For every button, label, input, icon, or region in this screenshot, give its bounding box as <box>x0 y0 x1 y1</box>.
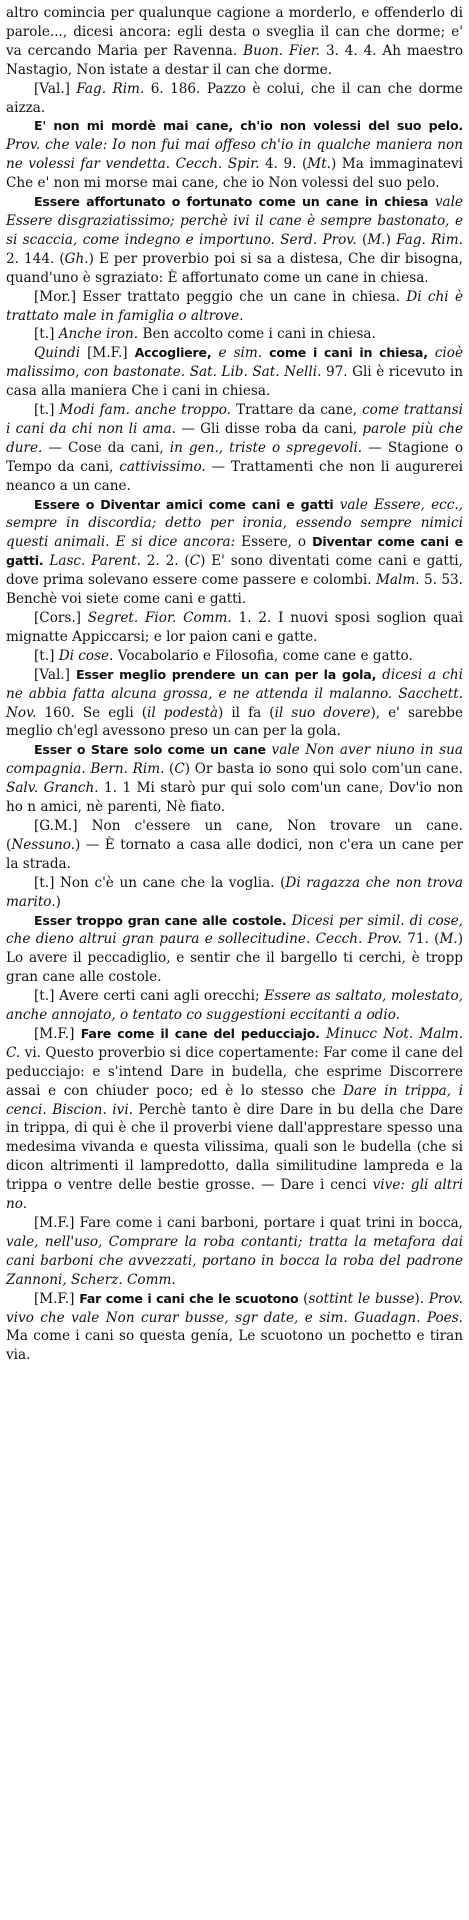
body-text: Vocabolario e Filosofia, come cane e gatto. <box>113 647 413 664</box>
headword-phrase: E' non mi mordè mai cane, ch'io non volessi del suo pelo. <box>34 118 463 134</box>
italic-text: dicesi a chi ne abbia fatta alcuna grossa, e ne attenda il malanno. <box>6 666 463 702</box>
italic-text: il suo dovere <box>274 704 371 721</box>
italic-text: e sim. <box>211 345 270 362</box>
body-text: — Cose da cani, <box>42 439 170 456</box>
entry-paragraph <box>6 344 463 401</box>
italic-text: M. <box>439 931 458 948</box>
entry-paragraph <box>6 817 463 874</box>
entry-paragraph <box>6 288 463 326</box>
body-text: [t.] Non c'è un cane che la voglia. ( <box>34 874 286 891</box>
italic-text: Di chi è trattato male in famiglia o altrove. <box>6 288 463 324</box>
italic-text: Comprare la roba contanti; tratta la metafora dai cani barboni che avvezzati, portano in bocca la roba del padrone Zannoni, Scherz. Comm. <box>6 1233 463 1288</box>
italic-text: cattivissimo. <box>119 458 206 475</box>
italic-text: Di ragazza che non trova marito. <box>6 874 463 910</box>
italic-text: Prov. vivo che vale Non curar busse, sgr date, e sim. Guadagn. Poes. <box>6 1290 463 1326</box>
entry-paragraph <box>6 1290 463 1366</box>
body-text: ) il fa ( <box>217 704 275 721</box>
italic-text: Cecch. Spir. <box>175 156 260 173</box>
italic-text: parole più che dure. <box>6 420 463 456</box>
italic-text: Malm. <box>376 572 420 589</box>
body-text: 2. 144. ( <box>6 250 65 267</box>
entry-paragraph <box>6 325 463 344</box>
body-text: 5. 53. Benchè voi siete come cani e gatti. <box>6 572 463 608</box>
body-text: [t.] Avere certi cani agli orecchi; <box>34 988 265 1005</box>
entry-paragraph <box>6 80 463 118</box>
entry-paragraph <box>6 401 463 496</box>
headword-phrase: Diventar come cani e gatti. <box>6 534 463 569</box>
body-text: ) Lo avere il peccadiglio, e sentir che il bargello ti cerchi, è tropp gran cane alle costole. <box>6 931 463 986</box>
body-text: ) <box>385 231 397 248</box>
body-text: ) E per proverbio poi si sa a distesa, Che dir bisogna, quand'uno è sgraziato: È affortunato come un cane in chiesa. <box>6 250 463 286</box>
italic-text: Essere as saltato, molestato, anche annojato, o tentato co suggestioni eccitanti a odio. <box>6 988 464 1024</box>
italic-text: Fag. Rim. <box>396 231 463 248</box>
italic-text: M. <box>367 231 386 248</box>
headword-phrase: Far come i cani che le scuotono <box>79 1290 299 1306</box>
headword-phrase: Esser troppo gran cane alle costole. <box>34 912 287 928</box>
italic-text: Mt. <box>307 156 331 173</box>
italic-text: Fag. Rim. <box>76 80 145 97</box>
body-text: [t.] <box>34 326 59 343</box>
italic-text: Minucc Not. Malm. C. <box>6 1025 464 1061</box>
headword-phrase: Accogliere, <box>134 345 212 361</box>
body-text: ) <box>55 893 61 910</box>
entry-paragraph <box>6 4 463 80</box>
body-text: ) — È tornato a casa alle dodici, non c'era un cane per la strada. <box>6 836 463 872</box>
body-text: [G.M.] Non c'essere un cane, Non trovare un cane. ( <box>6 817 463 853</box>
italic-text: Cecch. Prov. <box>315 931 402 948</box>
entry-paragraph <box>6 193 463 288</box>
headword-phrase: Esser meglio prendere un can per la gola, <box>75 666 377 682</box>
body-text: [Mor.] Esser trattato peggio che un cane in chiesa. <box>34 288 401 305</box>
body-text: ). <box>414 1290 429 1307</box>
italic-text: vale Essere, ecc., sempre in discordia; detto per ironia, essendo sempre nimici questi animali. E si dice ancora: <box>6 496 463 551</box>
entry-paragraph <box>6 647 463 666</box>
body-text: ) Or basta io sono qui solo com'un cane. <box>184 761 464 778</box>
body-text: 1. 2. I nuovi sposi soglion quai mignatte Appiccarsi; e lor paion cani e gatte. <box>6 610 463 645</box>
italic-text: Quindi <box>34 345 81 362</box>
body-text: — Gli disse roba da cani, <box>176 420 363 437</box>
headword-phrase: Esser o Stare solo come un cane <box>34 742 266 758</box>
body-text: [M.F.] <box>34 1290 80 1307</box>
body-text: ( <box>298 1290 309 1307</box>
entry-paragraph <box>6 609 463 647</box>
body-text: Ben accolto come i cani in chiesa. <box>138 326 376 343</box>
body-text: ) E' sono diventati come cani e gatti, dove prima solevano essere come passere e colombi. <box>6 553 463 589</box>
entry-paragraph <box>6 1214 463 1290</box>
entry-paragraph <box>6 666 463 742</box>
body-text: 6. 186. Pazzo è colui, che il can che dorme aizza. <box>6 80 463 116</box>
body-text: ), e' sarebbe meglio ch'egl avessono preso un can per la gola. <box>6 704 464 740</box>
headword-phrase: Essere affortunato o fortunato come un cane in chiesa <box>34 194 429 210</box>
italic-text: Serd. Prov. <box>280 231 357 248</box>
entry-paragraph <box>6 987 463 1025</box>
italic-text: Buon. Fier. <box>243 42 321 59</box>
entry-paragraph <box>6 496 463 609</box>
italic-text: Segret. Fior. Comm. <box>87 610 232 626</box>
body-text: Trattare da cane, <box>231 402 363 419</box>
italic-text: Salv. Granch. <box>6 780 99 797</box>
italic-text: in gen., triste o spregevoli. <box>169 439 363 456</box>
italic-text: vale Non aver niuno in sua compagnia. <box>6 742 463 778</box>
italic-text: sottint le busse <box>308 1290 415 1307</box>
italic-text: Gh. <box>64 250 89 267</box>
italic-text: vale, nell'uso, <box>6 1233 103 1250</box>
body-text: [t.] <box>34 402 60 419</box>
headword-phrase: come i cani in chiesa, <box>269 345 428 361</box>
italic-text: come trattansi i cani da chi non li ama. <box>6 402 463 437</box>
entry-paragraph <box>6 874 463 912</box>
italic-text: Prov. che vale: Io non fui mai offeso ch'io in qualche maniera non ne volessi far vendetta. <box>6 137 463 173</box>
body-text: altro comincia per qualunque cagione a morderlo, e offenderlo di parole..., dicesi ancora: egli desta o sveglia il can che dorme; e' va cercando Maria per Ravenna. <box>6 5 463 59</box>
italic-text: Sacchett. Nov. <box>6 685 464 721</box>
body-text: [t.] <box>34 647 59 664</box>
body-text: vi. Questo proverbio si dice copertamente: Far come il cane del peducciajo: e s'intend Dare in budella, che esprime Discorrere assai e con chiuder poco; ed è lo stesso che <box>6 1044 463 1099</box>
body-text: ( <box>164 761 175 778</box>
italic-text: Nessuno. <box>11 836 75 853</box>
body-text: ) Ma immaginatevi Che e' non mi morse mai cane, che io Non volessi del suo pelo. <box>6 156 463 192</box>
body-text: 71. ( <box>401 931 440 948</box>
body-text: 97. Gli è ricevuto in casa alla maniera Che i cani in chiesa. <box>6 364 463 400</box>
body-text: Essere, o <box>235 534 313 551</box>
italic-text: Sat. Lib. Sat. Nelli. <box>189 364 322 381</box>
body-text: [M.F.] <box>80 345 135 362</box>
body-text: — Trattamenti che non li augurerei neanco a un cane. <box>6 458 463 494</box>
body-text: [M.F.] Fare come i cani barboni, portare i quat trini in bocca, <box>34 1215 463 1231</box>
body-text: [M.F.] <box>34 1025 81 1042</box>
italic-text: vale Essere disgraziatissimo; perchè ivi il cane è sempre bastonato, e si scaccia, come indegno e importuno. <box>6 194 463 248</box>
headword-phrase: Essere o Diventar amici come cani e gatti <box>34 496 334 512</box>
italic-text: Di cose. <box>58 647 114 664</box>
italic-text: il podestà <box>147 704 218 721</box>
italic-text: Dare in trippa, i cenci. Biscion. ivi. <box>6 1082 463 1118</box>
entry-paragraph <box>6 912 463 988</box>
body-text: Ma come i cani so questa genía, Le scuotono un pochetto e tiran via. <box>6 1328 463 1364</box>
body-text: 4. 9. ( <box>259 156 308 173</box>
headword-phrase: Fare come il cane del peducciajo. <box>80 1025 320 1041</box>
italic-text: vive: gli altri no. <box>6 1177 463 1213</box>
body-text: 2. 2. ( <box>140 553 190 570</box>
body-text: 160. Se egli ( <box>36 704 148 721</box>
entry-paragraph <box>6 741 463 817</box>
entry-paragraph <box>6 1025 463 1214</box>
italic-text: Modi fam. anche troppo. <box>59 402 232 419</box>
italic-text: Dicesi per simil. di cose, che dieno altrui gran paura e sollecitudine. <box>6 912 463 948</box>
body-text: [Val.] <box>34 666 76 683</box>
body-text: ( <box>356 231 368 248</box>
entry-paragraph <box>6 117 463 193</box>
body-text: 3. 4. 4. Ah maestro Nastagio, Non istate a destar il can che dorme. <box>6 42 464 78</box>
body-text: 1. 1 Mi starò pur qui solo com'un cane, Dov'io non ho n amici, nè parenti, Nè fiato. <box>6 780 463 816</box>
italic-text: Bern. Rim. <box>90 761 165 778</box>
italic-text: C <box>174 761 185 778</box>
body-text: — Stagione o Tempo da cani, <box>6 439 464 475</box>
body-text: [Cors.] <box>34 610 88 626</box>
italic-text: Lasc. Parent. <box>49 553 141 570</box>
italic-text: C <box>189 553 201 570</box>
italic-text: Anche iron. <box>58 326 139 343</box>
body-text: [Val.] <box>34 80 77 97</box>
italic-text: cioè malissimo, con bastonate. <box>6 345 464 381</box>
body-text: Perchè tanto è dire Dare in bu della che Dare in trippa, di qui è che il proverbi viene dall'apprestare spesso una medesima vivanda e questa vilissima, quali son le budella (che si dicon altrimenti il lampredotto, dalla similitudine lampreda e la trippa o ventre delle bestie grosse. — Dare i cenci <box>6 1101 463 1194</box>
